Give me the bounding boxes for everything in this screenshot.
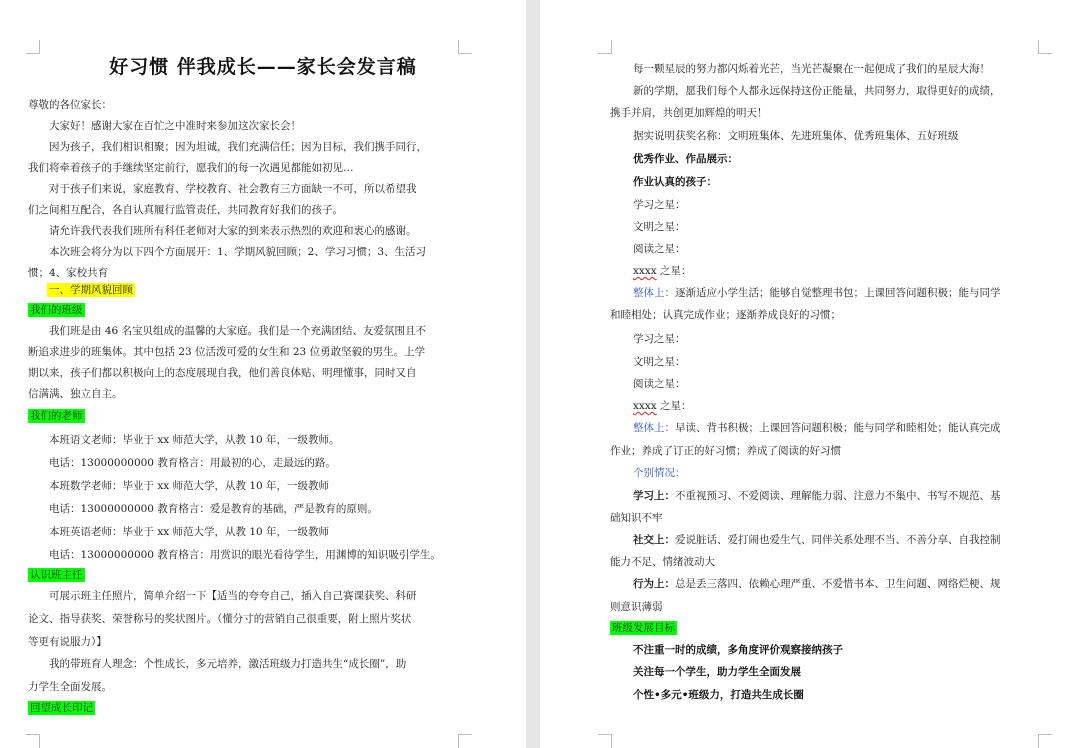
paragraph-line: 据实说明获奖名称：文明班集体、先进班集体、优秀班集体、五好班级 — [633, 130, 959, 142]
teacher-phone-line: 电话：13000000000 教育格言：爱是教育的基础，严是教育的原则。 — [49, 503, 378, 515]
star-line: 文明之星： — [633, 356, 686, 368]
paragraph-line: 携手并肩，共创更加辉煌的明天！ — [610, 107, 768, 119]
situation-text: 总是丢三落四、依赖心理严重、不爱惜书本、卫生问题、网络烂梗、规 — [675, 578, 1001, 590]
paragraph-line: 和睦相处；认真完成作业；逐渐养成良好的习惯； — [610, 309, 841, 321]
section-heading-text: 一、学期风貌回顾 — [49, 284, 133, 296]
star-line-text: 之星： — [656, 400, 692, 412]
star-line: 学习之星： — [633, 199, 686, 211]
paragraph-line: 大家好！感谢大家在百忙之中准时来参加这次家长会！ — [49, 120, 301, 132]
teacher-line: 本班数学老师：毕业于 xx 师范大学，从教 10 年，一级教师 — [49, 480, 330, 492]
paragraph-line: 等更有说服力）】 — [28, 636, 107, 648]
paragraph-line: 础知识不牢 — [610, 512, 663, 524]
paragraph-line: 作业；养成了订正的好习惯；养成了阅读的好习惯 — [610, 445, 841, 457]
spellcheck-underlined-text: xxxx — [633, 265, 657, 277]
document-title: 好习惯 伴我成长——家长会发言稿 — [109, 56, 417, 78]
paragraph-line: 惯；4、家校共育 — [28, 267, 109, 279]
document-page-right — [540, 0, 1080, 748]
goal-line: 关注每一个学生，助力学生全面发展 — [633, 666, 801, 678]
paragraph-line: 每一颗星辰的努力都闪烁着光芒，当光芒凝聚在一起便成了我们的星辰大海！ — [633, 63, 990, 75]
star-line — [633, 264, 692, 278]
teacher-line: 本班语文老师：毕业于 xx 师范大学，从教 10 年，一级教师。 — [49, 434, 340, 446]
situation-text: 爱说脏话、爱打闹也爱生气、同伴关系处理不当、不善分享、自我控制 — [675, 534, 1001, 546]
paragraph-line: 论文、指导获奖、荣誉称号的奖状图片。（懂分寸的营销自己很重要，附上照片奖状 — [28, 613, 412, 625]
paragraph-line: 我的带班育人理念：个性成长，多元培养，激活班级力打造共生“成长圈”，助 — [49, 658, 407, 670]
teacher-phone-line: 电话：13000000000 教育格言：用赏识的眼光看待学生，用渊博的知识吸引学生。 — [49, 549, 441, 561]
paragraph-line: 能力不足、情绪波动大 — [610, 556, 715, 568]
subsection-heading-text: 回望成长印记 — [30, 702, 93, 714]
paragraph-line: 信满满、独立自主。 — [28, 388, 123, 400]
bold-heading-line: 优秀作业、作品展示： — [633, 153, 738, 165]
star-line-text: 之星： — [656, 265, 692, 277]
paragraph-line: 力学生全面发展。 — [28, 681, 112, 693]
situation-label: 学习上： — [633, 490, 675, 502]
page-content-left — [0, 0, 526, 748]
subsection-heading — [28, 568, 85, 582]
subsection-heading — [610, 621, 677, 635]
teacher-phone-line: 电话：13000000000 教育格言：用最初的心，走最远的路。 — [49, 457, 336, 469]
paragraph-line: 新的学期，愿我们每个人都永远保持这份正能量，共同努力，取得更好的成绩， — [633, 85, 1001, 97]
star-line: 学习之星： — [633, 333, 686, 345]
subsection-heading-text: 班级发展目标 — [612, 622, 675, 634]
teacher-line: 本班英语老师：毕业于 xx 师范大学，从教 10 年，一级教师 — [49, 526, 330, 538]
star-line: 阅读之星： — [633, 243, 686, 255]
paragraph-line: 请允许我代表我们班所有科任老师对大家的到来表示热烈的欢迎和衷心的感谢。 — [49, 225, 417, 237]
goal-line: 个性•多元•班级力，打造共生成长圈 — [633, 689, 804, 701]
paragraph-line: 们之间相互配合，各自认真履行监管责任，共同教育好我们的孩子。 — [28, 204, 343, 216]
overall-text: 逐渐适应小学生活；能够自觉整理书包；上课回答问题积极；能与同学 — [675, 287, 1001, 299]
paragraph-line: 我们班是由 46 名宝贝组成的温馨的大家庭。我们是一个充满团结、友爱氛围且不 — [49, 325, 427, 337]
star-line: 文明之星： — [633, 221, 686, 233]
paragraph-line: 期以来，孩子们都以积极向上的态度展现自我，他们善良体贴、明理懂事，同时又自 — [28, 367, 417, 379]
paragraph-line: 可展示班主任照片，简单介绍一下【适当的夸夸自己，插入自己赛课获奖、科研 — [49, 590, 417, 602]
goal-line: 不注重一时的成绩，多角度评价观察接纳孩子 — [633, 644, 843, 656]
paragraph-line: 对于孩子们来说，家庭教育、学校教育、社会教育三方面缺一不可，所以希望我 — [49, 183, 417, 195]
subsection-heading-text: 认识班主任 — [30, 569, 83, 581]
subsection-heading — [28, 701, 95, 715]
individual-heading: 个别情况： — [633, 467, 686, 479]
overall-line — [633, 286, 1001, 300]
star-line: 阅读之星： — [633, 378, 686, 390]
overall-label: 整体上： — [633, 422, 675, 434]
paragraph-line: 我们将牵着孩子的手继续坚定前行，愿我们的每一次遇见都能如初见… — [28, 162, 354, 174]
situation-line — [633, 577, 1001, 591]
star-line — [633, 399, 692, 413]
spellcheck-underlined-text: xxxx — [633, 400, 657, 412]
bold-heading-line: 作业认真的孩子： — [633, 176, 717, 188]
subsection-heading-text: 我们的老师 — [30, 410, 83, 422]
situation-label: 社交上： — [633, 534, 675, 546]
situation-line — [633, 533, 1001, 547]
greeting-line: 尊敬的各位家长： — [28, 99, 112, 111]
paragraph-line: 因为孩子，我们相识相聚；因为坦诚，我们充满信任；因为目标，我们携手同行， — [49, 141, 427, 153]
subsection-heading — [28, 409, 85, 423]
page-content-right — [540, 0, 1080, 748]
paragraph-line: 则意识薄弱 — [610, 601, 663, 613]
situation-label: 行为上： — [633, 578, 675, 590]
overall-line — [633, 421, 1001, 435]
situation-text: 不重视预习、不爱阅读、理解能力弱、注意力不集中、书写不规范、基 — [675, 490, 1001, 502]
subsection-heading — [28, 303, 85, 317]
paragraph-line: 本次班会将分为以下四个方面展开：1、学期风貌回顾；2、学习习惯；3、生活习 — [49, 246, 427, 258]
overall-label: 整体上： — [633, 287, 675, 299]
situation-line — [633, 489, 1001, 503]
section-heading — [47, 283, 135, 297]
overall-text: 早读、背书积极；上课回答问题积极；能与同学和睦相处；能认真完成 — [675, 422, 1001, 434]
subsection-heading-text: 我们的班级 — [30, 304, 83, 316]
document-page-left — [0, 0, 526, 748]
paragraph-line: 断追求进步的班集体。其中包括 23 位活泼可爱的女生和 23 位勇敢坚毅的男生。上学 — [28, 346, 426, 358]
